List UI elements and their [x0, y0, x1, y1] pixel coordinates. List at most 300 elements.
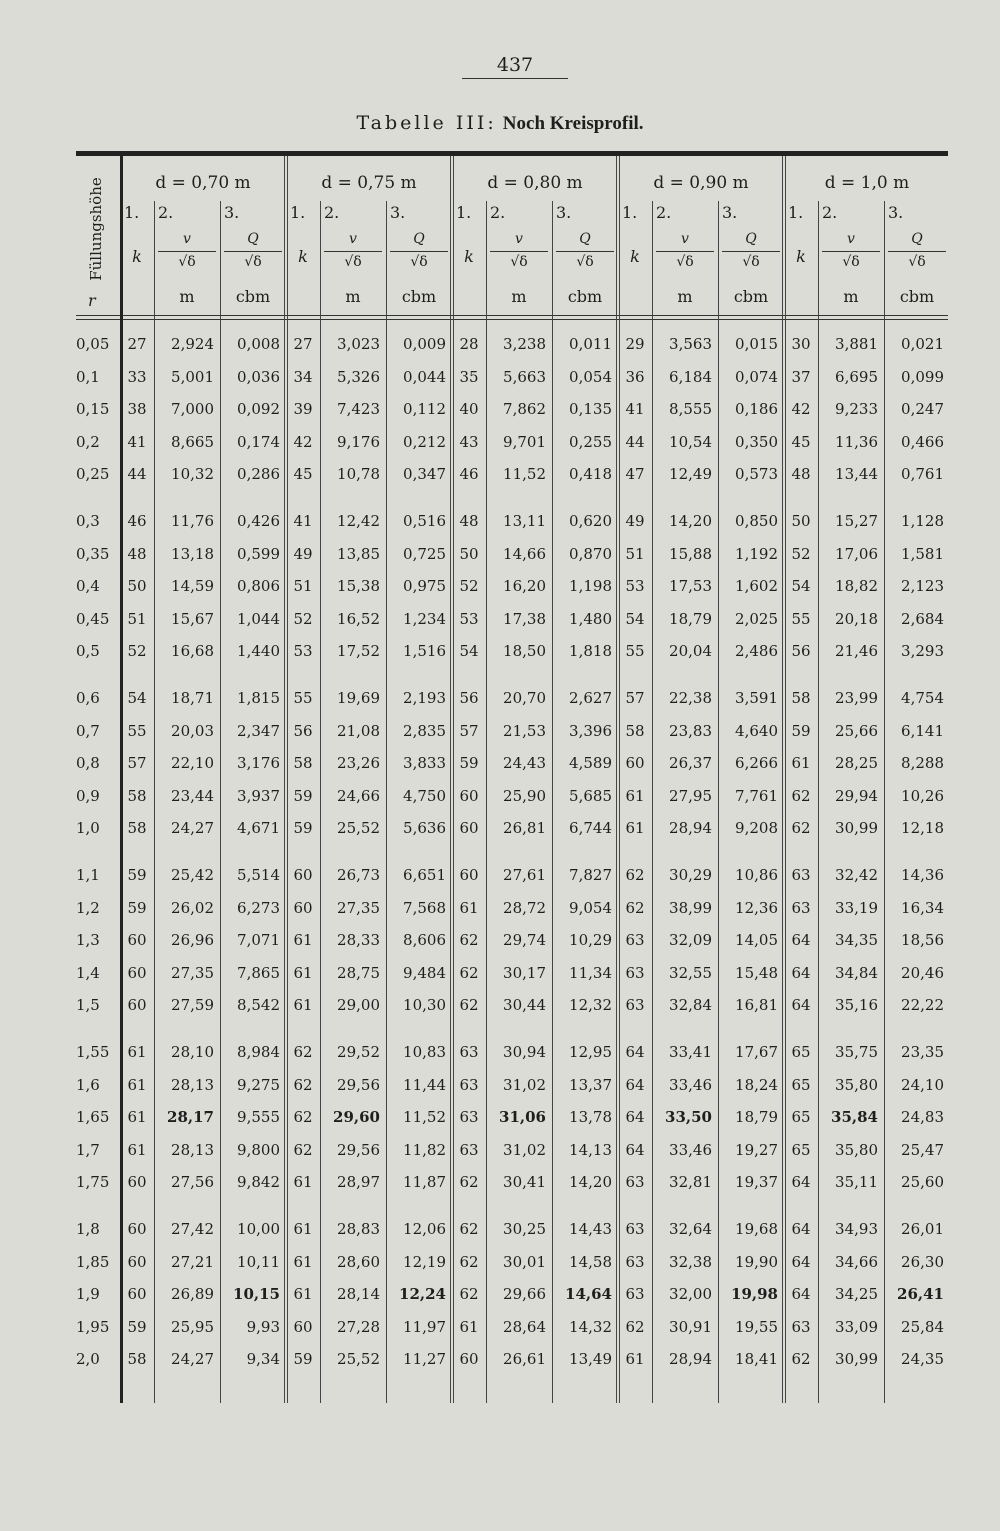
cell-velocity: 34,66	[835, 1252, 878, 1271]
cell-velocity: 27,35	[171, 963, 214, 982]
fraction-numerator: v	[681, 231, 689, 247]
cell-velocity: 23,99	[835, 689, 878, 707]
row-r-value: 0,25	[76, 465, 110, 484]
cell-k: 62	[293, 1043, 313, 1061]
fraction-numerator: v	[349, 231, 357, 247]
cell-discharge: 10,86	[735, 866, 778, 884]
cell-velocity: 32,64	[669, 1220, 712, 1238]
cell-discharge: 1,815	[237, 689, 280, 707]
cell-velocity: 35,84	[831, 1108, 878, 1127]
cell-velocity: 5,326	[337, 367, 380, 386]
row-r-value: 0,8	[76, 754, 100, 773]
cell-k: 59	[293, 819, 313, 838]
fraction-denominator: √δ	[908, 254, 926, 270]
fraction-denominator: √δ	[244, 254, 262, 270]
k-label: k	[796, 247, 806, 266]
cell-velocity: 30,91	[669, 1317, 712, 1336]
table-title	[0, 112, 1000, 135]
cell-discharge: 19,55	[735, 1317, 778, 1336]
cell-k: 64	[791, 996, 811, 1015]
cell-k: 62	[459, 1173, 479, 1192]
column-number: 3.	[224, 203, 240, 222]
column-number: 2.	[822, 203, 838, 222]
fraction-numerator: v	[515, 231, 523, 247]
cell-discharge: 0,599	[237, 544, 280, 563]
cell-velocity: 28,97	[337, 1173, 380, 1192]
cell-discharge: 24,83	[901, 1108, 944, 1127]
cell-discharge: 14,20	[569, 1173, 612, 1192]
cell-discharge: 15,48	[735, 963, 778, 982]
cell-discharge: 0,092	[237, 400, 280, 419]
cell-k: 36	[625, 367, 645, 386]
cell-velocity: 21,46	[835, 642, 878, 661]
cell-k: 64	[625, 1043, 645, 1061]
cell-velocity: 28,94	[669, 819, 712, 838]
cell-velocity: 27,56	[171, 1173, 214, 1192]
cell-discharge: 0,870	[569, 544, 612, 563]
cell-discharge: 10,26	[901, 786, 944, 805]
cell-velocity: 7,000	[171, 400, 214, 419]
unit-label: cbm	[401, 287, 437, 306]
cell-k: 48	[127, 544, 147, 563]
cell-k: 61	[791, 754, 811, 773]
cell-velocity: 25,90	[503, 786, 546, 805]
cell-velocity: 16,68	[171, 642, 214, 661]
group-header-diameter: d = 0,70 m	[155, 173, 251, 193]
row-r-value: 1,8	[76, 1220, 100, 1238]
cell-velocity: 2,924	[171, 335, 214, 353]
cell-velocity: 29,94	[835, 786, 878, 805]
cell-velocity: 12,42	[337, 512, 380, 530]
column-number: 1.	[124, 203, 140, 222]
cell-k: 64	[625, 1108, 645, 1127]
cell-velocity: 26,96	[171, 931, 214, 950]
cell-velocity: 32,81	[669, 1173, 712, 1192]
cell-discharge: 9,842	[237, 1173, 280, 1192]
cell-velocity: 18,71	[171, 689, 214, 707]
cell-k: 61	[293, 1285, 313, 1304]
cell-k: 58	[293, 754, 313, 773]
cell-velocity: 21,53	[503, 721, 546, 740]
group-divider	[616, 156, 617, 1403]
row-r-value: 0,4	[76, 577, 100, 596]
cell-discharge: 25,84	[901, 1317, 944, 1336]
cell-discharge: 14,05	[735, 931, 778, 950]
cell-k: 37	[791, 367, 811, 386]
cell-discharge: 10,15	[233, 1285, 280, 1304]
cell-discharge: 3,833	[403, 754, 446, 773]
cell-discharge: 9,34	[246, 1350, 280, 1369]
cell-k: 64	[791, 1285, 811, 1304]
cell-velocity: 30,01	[503, 1252, 546, 1271]
cell-discharge: 5,685	[569, 786, 612, 805]
cell-velocity: 30,44	[503, 996, 546, 1015]
cell-velocity: 26,81	[503, 819, 546, 838]
cell-discharge: 26,01	[901, 1220, 944, 1238]
cell-velocity: 29,74	[503, 931, 546, 950]
row-r-value: 0,15	[76, 400, 110, 419]
cell-discharge: 18,24	[735, 1075, 778, 1094]
cell-discharge: 1,198	[569, 577, 612, 596]
cell-velocity: 3,023	[337, 335, 380, 353]
cell-k: 27	[293, 335, 313, 353]
cell-discharge: 10,29	[569, 931, 612, 950]
cell-k: 61	[459, 898, 479, 917]
k-label: k	[630, 247, 640, 266]
cell-k: 33	[127, 367, 147, 386]
cell-velocity: 27,35	[337, 898, 380, 917]
cell-k: 51	[293, 577, 313, 596]
cell-discharge: 2,835	[403, 721, 446, 740]
cell-velocity: 3,881	[835, 335, 878, 353]
cell-discharge: 9,555	[237, 1108, 280, 1127]
cell-discharge: 3,396	[569, 721, 612, 740]
cell-velocity: 10,78	[337, 465, 380, 484]
cell-k: 61	[293, 963, 313, 982]
cell-k: 61	[127, 1043, 147, 1061]
cell-k: 52	[459, 577, 479, 596]
cell-k: 61	[293, 1220, 313, 1238]
cell-velocity: 34,84	[835, 963, 878, 982]
column-number: 1.	[290, 203, 306, 222]
cell-discharge: 6,266	[735, 754, 778, 773]
cell-velocity: 13,11	[503, 512, 546, 530]
discharge-fraction	[552, 231, 618, 272]
cell-discharge: 6,141	[901, 721, 944, 740]
side-label: Füllungshöhe	[87, 176, 106, 281]
cell-velocity: 9,176	[337, 432, 380, 451]
cell-k: 62	[459, 1285, 479, 1304]
cell-k: 60	[127, 1220, 147, 1238]
table-top-rule	[76, 151, 948, 156]
cell-velocity: 33,41	[669, 1043, 712, 1061]
cell-discharge: 0,074	[735, 367, 778, 386]
cell-velocity: 30,94	[503, 1043, 546, 1061]
cell-discharge: 0,186	[735, 400, 778, 419]
cell-k: 64	[791, 963, 811, 982]
discharge-fraction	[386, 231, 452, 272]
cell-discharge: 12,24	[399, 1285, 446, 1304]
cell-discharge: 0,054	[569, 367, 612, 386]
cell-k: 55	[293, 689, 313, 707]
cell-k: 63	[791, 1317, 811, 1336]
cell-k: 57	[459, 721, 479, 740]
cell-k: 51	[127, 609, 147, 628]
cell-velocity: 29,60	[333, 1108, 380, 1127]
cell-velocity: 30,41	[503, 1173, 546, 1192]
cell-velocity: 9,233	[835, 400, 878, 419]
cell-discharge: 14,64	[565, 1285, 612, 1304]
cell-k: 62	[459, 1252, 479, 1271]
cell-velocity: 29,00	[337, 996, 380, 1015]
cell-k: 63	[625, 1220, 645, 1238]
cell-k: 53	[625, 577, 645, 596]
fraction-denominator: √δ	[742, 254, 760, 270]
fraction-numerator: v	[847, 231, 855, 247]
cell-velocity: 18,50	[503, 642, 546, 661]
cell-velocity: 8,555	[669, 400, 712, 419]
cell-discharge: 11,34	[569, 963, 612, 982]
row-r-value: 1,9	[76, 1285, 100, 1304]
cell-discharge: 3,591	[735, 689, 778, 707]
cell-velocity: 35,75	[835, 1043, 878, 1061]
cell-velocity: 19,69	[337, 689, 380, 707]
cell-discharge: 1,234	[403, 609, 446, 628]
cell-velocity: 32,09	[669, 931, 712, 950]
cell-discharge: 10,83	[403, 1043, 446, 1061]
cell-discharge: 4,640	[735, 721, 778, 740]
cell-k: 60	[127, 1252, 147, 1271]
cell-discharge: 19,90	[735, 1252, 778, 1271]
cell-discharge: 0,350	[735, 432, 778, 451]
unit-label: m	[677, 287, 693, 306]
cell-discharge: 7,761	[735, 786, 778, 805]
cell-discharge: 7,568	[403, 898, 446, 917]
cell-velocity: 14,20	[669, 512, 712, 530]
unit-label: m	[511, 287, 527, 306]
cell-k: 65	[791, 1140, 811, 1159]
cell-k: 58	[791, 689, 811, 707]
cell-k: 40	[459, 400, 479, 419]
cell-velocity: 3,563	[669, 335, 712, 353]
row-r-value: 2,0	[76, 1350, 100, 1369]
cell-velocity: 15,27	[835, 512, 878, 530]
cell-velocity: 28,83	[337, 1220, 380, 1238]
cell-velocity: 27,42	[171, 1220, 214, 1238]
cell-k: 45	[791, 432, 811, 451]
cell-discharge: 3,293	[901, 642, 944, 661]
cell-discharge: 1,516	[403, 642, 446, 661]
cell-velocity: 16,20	[503, 577, 546, 596]
k-label: k	[298, 247, 308, 266]
cell-velocity: 34,35	[835, 931, 878, 950]
cell-velocity: 28,17	[167, 1108, 214, 1127]
cell-discharge: 22,22	[901, 996, 944, 1015]
cell-discharge: 13,78	[569, 1108, 612, 1127]
cell-k: 58	[127, 786, 147, 805]
cell-k: 61	[625, 819, 645, 838]
cell-k: 60	[127, 963, 147, 982]
cell-velocity: 26,73	[337, 866, 380, 884]
cell-k: 63	[791, 898, 811, 917]
cell-discharge: 5,514	[237, 866, 280, 884]
cell-k: 60	[459, 819, 479, 838]
cell-k: 62	[293, 1140, 313, 1159]
cell-k: 62	[625, 1317, 645, 1336]
cell-discharge: 0,112	[403, 400, 446, 419]
cell-discharge: 2,193	[403, 689, 446, 707]
discharge-fraction	[718, 231, 784, 272]
cell-velocity: 18,79	[669, 609, 712, 628]
cell-velocity: 28,64	[503, 1317, 546, 1336]
cell-discharge: 0,247	[901, 400, 944, 419]
cell-k: 58	[127, 819, 147, 838]
cell-velocity: 32,84	[669, 996, 712, 1015]
column-number: 2.	[158, 203, 174, 222]
cell-k: 60	[293, 866, 313, 884]
cell-discharge: 7,865	[237, 963, 280, 982]
cell-velocity: 11,76	[171, 512, 214, 530]
column-number: 2.	[324, 203, 340, 222]
unit-label: m	[179, 287, 195, 306]
cell-discharge: 0,099	[901, 367, 944, 386]
row-r-value: 1,75	[76, 1173, 110, 1192]
cell-k: 64	[791, 1220, 811, 1238]
cell-discharge: 19,27	[735, 1140, 778, 1159]
cell-k: 60	[625, 754, 645, 773]
fraction-denominator: √δ	[576, 254, 594, 270]
cell-velocity: 31,02	[503, 1075, 546, 1094]
fraction-bar	[822, 251, 880, 252]
cell-velocity: 25,52	[337, 819, 380, 838]
cell-velocity: 27,21	[171, 1252, 214, 1271]
cell-velocity: 32,00	[669, 1285, 712, 1304]
cell-velocity: 31,02	[503, 1140, 546, 1159]
cell-k: 54	[127, 689, 147, 707]
cell-discharge: 12,19	[403, 1252, 446, 1271]
cell-discharge: 16,81	[735, 996, 778, 1015]
cell-k: 42	[293, 432, 313, 451]
side-label-cell	[76, 161, 116, 296]
velocity-fraction	[320, 231, 386, 272]
cell-k: 49	[625, 512, 645, 530]
cell-k: 35	[459, 367, 479, 386]
row-r-value: 0,5	[76, 642, 100, 661]
cell-k: 64	[791, 931, 811, 950]
cell-discharge: 19,68	[735, 1220, 778, 1238]
cell-k: 55	[625, 642, 645, 661]
cell-velocity: 35,11	[835, 1173, 878, 1192]
cell-discharge: 16,34	[901, 898, 944, 917]
row-r-value: 0,7	[76, 721, 100, 740]
cell-k: 46	[127, 512, 147, 530]
cell-discharge: 24,10	[901, 1075, 944, 1094]
cell-k: 63	[625, 963, 645, 982]
cell-k: 58	[625, 721, 645, 740]
cell-discharge: 6,651	[403, 866, 446, 884]
cell-velocity: 15,88	[669, 544, 712, 563]
cell-k: 59	[293, 786, 313, 805]
cell-discharge: 0,975	[403, 577, 446, 596]
cell-velocity: 11,52	[503, 465, 546, 484]
cell-discharge: 23,35	[901, 1043, 944, 1061]
fraction-denominator: √δ	[842, 254, 860, 270]
cell-k: 55	[127, 721, 147, 740]
row-r-value: 1,7	[76, 1140, 100, 1159]
cell-velocity: 32,42	[835, 866, 878, 884]
group-divider	[450, 156, 451, 1403]
cell-discharge: 9,484	[403, 963, 446, 982]
cell-discharge: 0,174	[237, 432, 280, 451]
cell-velocity: 13,85	[337, 544, 380, 563]
cell-discharge: 12,06	[403, 1220, 446, 1238]
cell-discharge: 0,426	[237, 512, 280, 530]
fraction-numerator: Q	[247, 231, 259, 247]
cell-k: 65	[791, 1108, 811, 1127]
cell-velocity: 35,16	[835, 996, 878, 1015]
cell-k: 64	[625, 1140, 645, 1159]
cell-discharge: 12,95	[569, 1043, 612, 1061]
cell-velocity: 20,03	[171, 721, 214, 740]
cell-velocity: 29,66	[503, 1285, 546, 1304]
cell-discharge: 11,52	[403, 1108, 446, 1127]
cell-velocity: 18,82	[835, 577, 878, 596]
r-label: r	[88, 291, 96, 310]
cell-discharge: 8,542	[237, 996, 280, 1015]
cell-velocity: 28,13	[171, 1140, 214, 1159]
fraction-bar	[888, 251, 946, 252]
fraction-denominator: √δ	[676, 254, 694, 270]
cell-discharge: 0,347	[403, 465, 446, 484]
fraction-bar	[556, 251, 614, 252]
cell-velocity: 14,66	[503, 544, 546, 563]
cell-k: 61	[625, 786, 645, 805]
cell-velocity: 23,26	[337, 754, 380, 773]
cell-k: 47	[625, 465, 645, 484]
cell-velocity: 33,50	[665, 1108, 712, 1127]
cell-discharge: 1,440	[237, 642, 280, 661]
cell-k: 62	[791, 819, 811, 838]
cell-discharge: 12,36	[735, 898, 778, 917]
cell-k: 48	[459, 512, 479, 530]
column-number: 1.	[622, 203, 638, 222]
cell-k: 62	[791, 786, 811, 805]
group-header-diameter: d = 0,90 m	[653, 173, 749, 193]
cell-discharge: 0,418	[569, 465, 612, 484]
cell-discharge: 0,008	[237, 335, 280, 353]
cell-discharge: 0,761	[901, 465, 944, 484]
cell-velocity: 26,61	[503, 1350, 546, 1369]
unit-label: cbm	[235, 287, 271, 306]
cell-discharge: 10,11	[237, 1252, 280, 1271]
cell-k: 53	[459, 609, 479, 628]
table-title-main: Noch Kreisprofil.	[502, 113, 644, 134]
cell-velocity: 25,42	[171, 866, 214, 884]
row-r-value: 1,5	[76, 996, 100, 1015]
cell-velocity: 27,61	[503, 866, 546, 884]
cell-velocity: 33,09	[835, 1317, 878, 1336]
cell-discharge: 1,581	[901, 544, 944, 563]
cell-k: 45	[293, 465, 313, 484]
cell-k: 63	[459, 1108, 479, 1127]
cell-k: 63	[625, 996, 645, 1015]
cell-velocity: 30,29	[669, 866, 712, 884]
cell-discharge: 2,684	[901, 609, 944, 628]
cell-k: 60	[127, 931, 147, 950]
fraction-denominator: √δ	[344, 254, 362, 270]
cell-velocity: 29,56	[337, 1075, 380, 1094]
cell-discharge: 0,466	[901, 432, 944, 451]
cell-discharge: 6,744	[569, 819, 612, 838]
cell-discharge: 0,036	[237, 367, 280, 386]
cell-k: 63	[459, 1043, 479, 1061]
cell-discharge: 0,850	[735, 512, 778, 530]
cell-discharge: 11,44	[403, 1075, 446, 1094]
row-r-value: 1,55	[76, 1043, 110, 1061]
column-number: 3.	[722, 203, 738, 222]
cell-discharge: 1,818	[569, 642, 612, 661]
cell-k: 61	[293, 996, 313, 1015]
cell-velocity: 32,55	[669, 963, 712, 982]
cell-velocity: 17,53	[669, 577, 712, 596]
row-r-value: 0,2	[76, 432, 100, 451]
cell-k: 60	[459, 1350, 479, 1369]
row-r-value: 1,85	[76, 1252, 110, 1271]
cell-discharge: 9,275	[237, 1075, 280, 1094]
cell-k: 55	[791, 609, 811, 628]
cell-velocity: 34,25	[835, 1285, 878, 1304]
table-title-prefix: Tabelle III:	[356, 112, 497, 134]
